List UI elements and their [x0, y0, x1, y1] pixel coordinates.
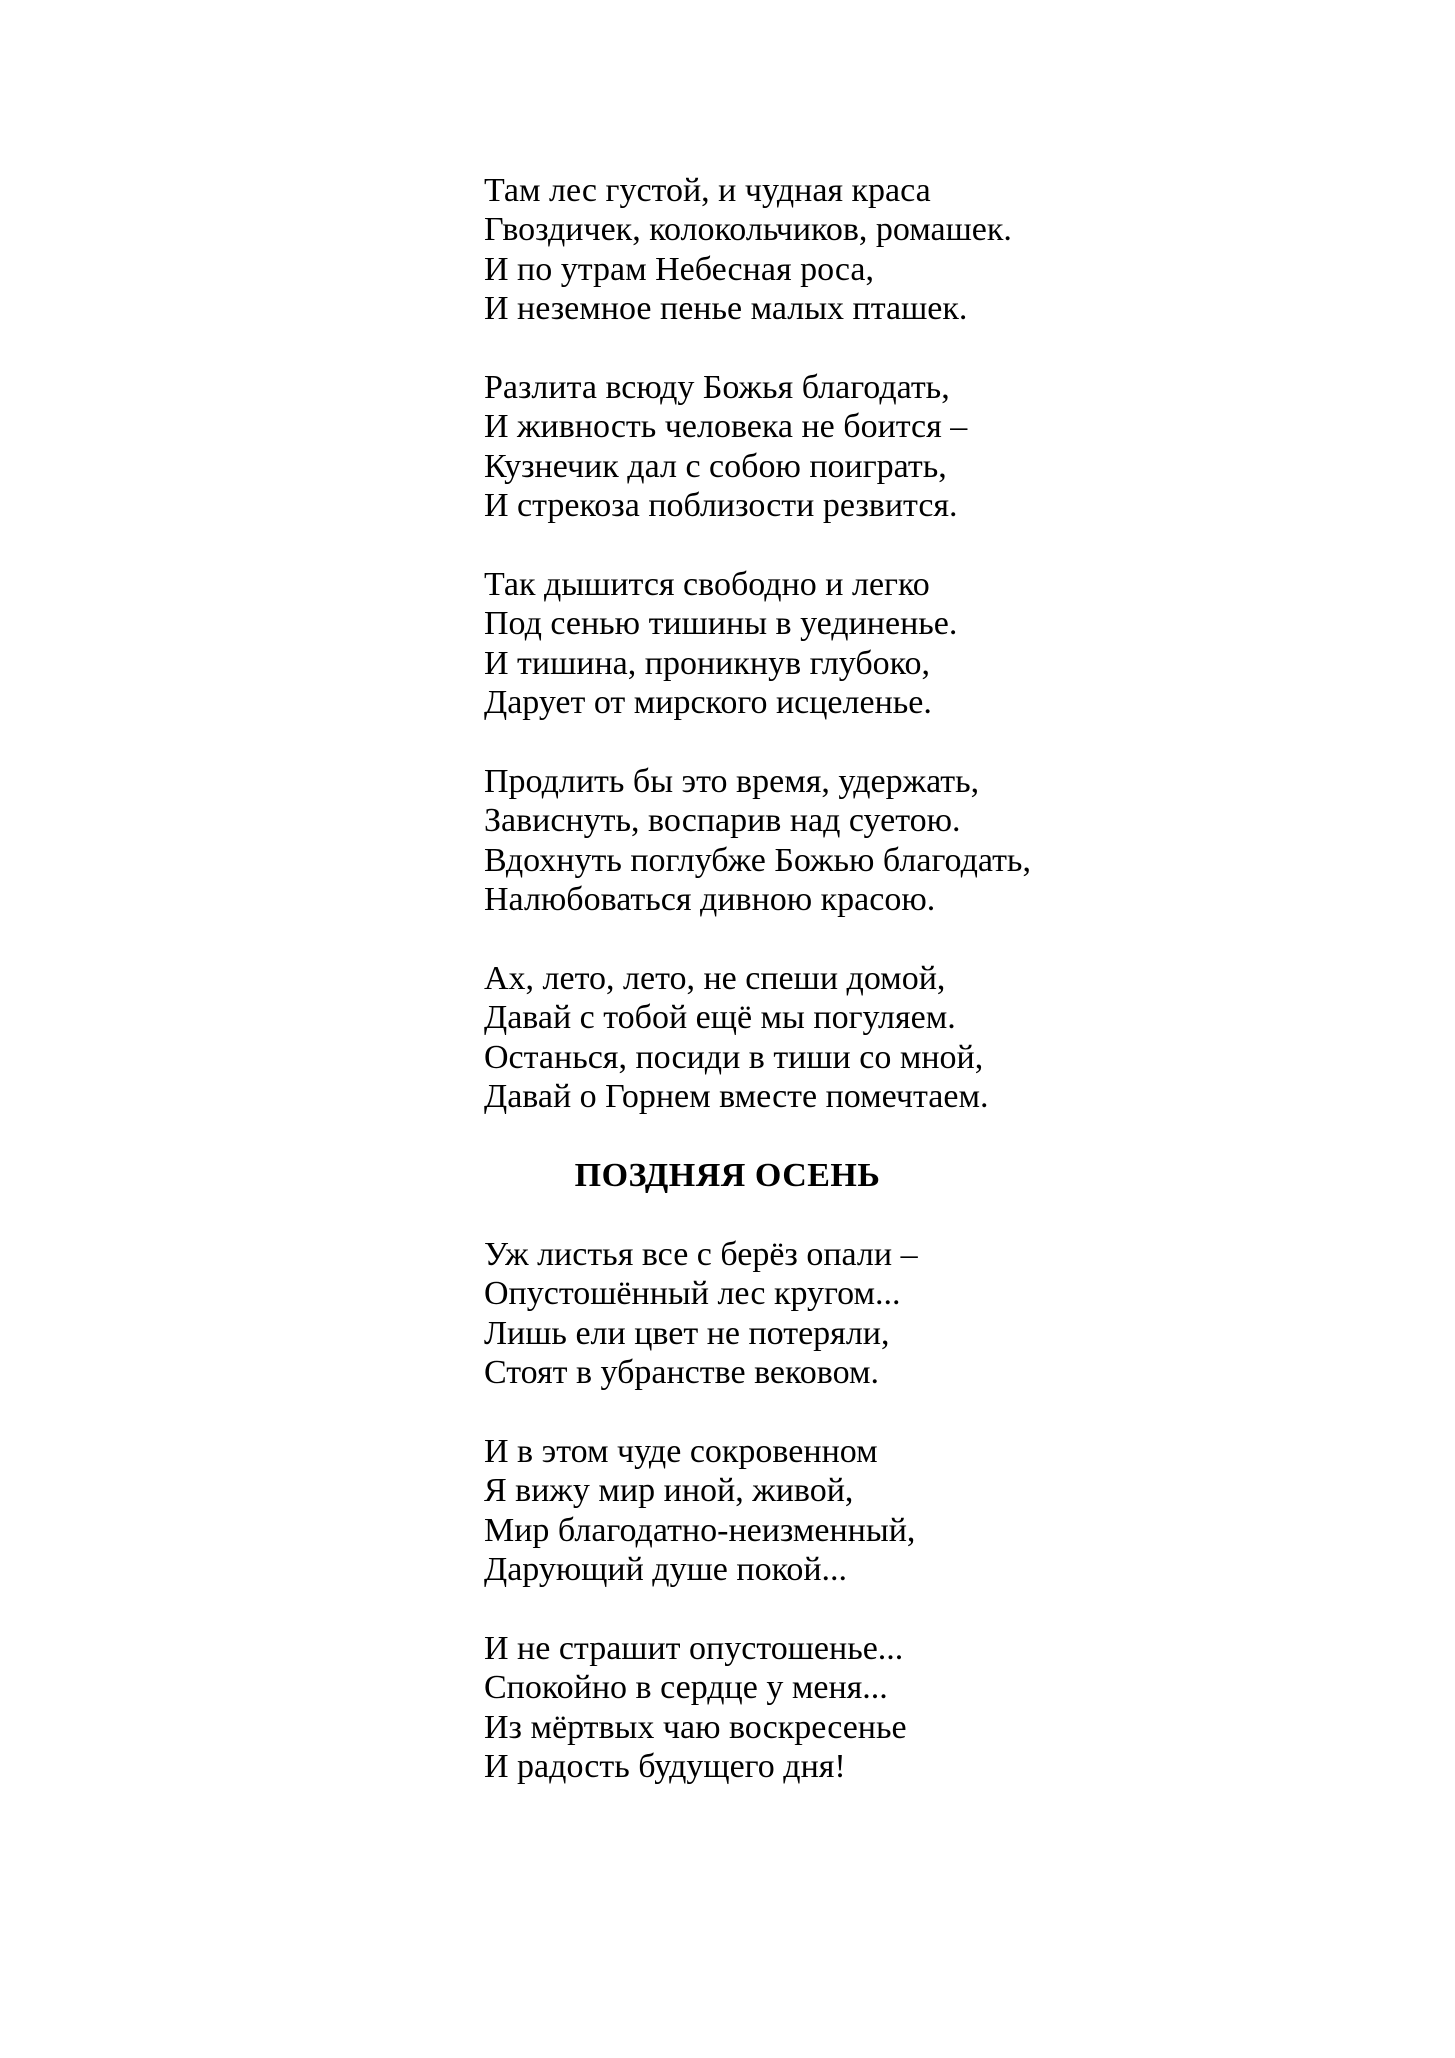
poem-line: Стоят в убранстве вековом.: [484, 1354, 880, 1392]
stanza: [484, 171, 1455, 329]
poem-line: Ах, лето, лето, не спеши домой,: [484, 960, 946, 998]
poem-line: Вдохнуть поглубже Божью благодать,: [484, 841, 1031, 879]
poem-line: Продлить бы это время, удержать,: [484, 763, 980, 801]
poem-line: И по утрам Небесная роса,: [484, 250, 875, 288]
poem-line: Дарует от мирского исцеленье.: [484, 684, 932, 722]
poem-line: Зависнуть, воспарив над суетою.: [484, 802, 961, 840]
poem-line: Останься, посиди в тиши со мной,: [484, 1038, 984, 1076]
stanza: [484, 1432, 1455, 1590]
poem-section-title: ПОЗДНЯЯ ОСЕНЬ: [574, 1157, 881, 1195]
poem-line: Гвоздичек, колокольчиков, ромашек.: [484, 211, 1012, 249]
poem-line: Из мёртвых чаю воскресенье: [484, 1708, 907, 1746]
poem-line: Разлита всюду Божья благодать,: [484, 369, 950, 407]
poem-body: [0, 171, 1455, 1826]
poem-line: И тишина, проникнув глубоко,: [484, 644, 930, 682]
poem-line: И радость будущего дня!: [484, 1748, 846, 1786]
poem-line: Под сенью тишины в уединенье.: [484, 605, 958, 643]
poem-line: И в этом чуде сокровенном: [484, 1432, 878, 1470]
poem-line: Кузнечик дал с собою поиграть,: [484, 447, 947, 485]
poem-line: Давай о Горнем вместе помечтаем.: [484, 1078, 989, 1116]
stanza: [484, 368, 1455, 526]
poem-line: Там лес густой, и чудная краса: [484, 172, 931, 209]
poem-line: И неземное пенье малых пташек.: [484, 290, 968, 328]
poem-line: И не страшит опустошенье...: [484, 1629, 904, 1667]
stanza: [484, 1629, 1455, 1787]
poem-line: Опустошённый лес кругом...: [484, 1275, 901, 1313]
stanza: [484, 959, 1455, 1117]
poem-line: И стрекоза поблизости резвится.: [484, 487, 958, 525]
poem-line: Уж листья все с берёз опали –: [484, 1235, 918, 1273]
poem-line: Мир благодатно-неизменный,: [484, 1511, 916, 1549]
poem-line: Я вижу мир иной, живой,: [484, 1472, 854, 1510]
poem-line: Спокойно в сердце у меня...: [484, 1669, 888, 1707]
poem-line: И живность человека не боится –: [484, 408, 968, 446]
poem-line: Дарующий душе покой...: [484, 1551, 848, 1589]
poem-line: Налюбоваться дивною красою.: [484, 881, 936, 919]
stanza: [484, 762, 1455, 920]
poem-line: Лишь ели цвет не потеряли,: [484, 1314, 890, 1352]
poem-line: Так дышится свободно и легко: [484, 566, 930, 604]
stanza: [484, 565, 1455, 723]
stanza: [484, 1235, 1455, 1393]
poem-line: Давай с тобой ещё мы погуляем.: [484, 999, 956, 1037]
